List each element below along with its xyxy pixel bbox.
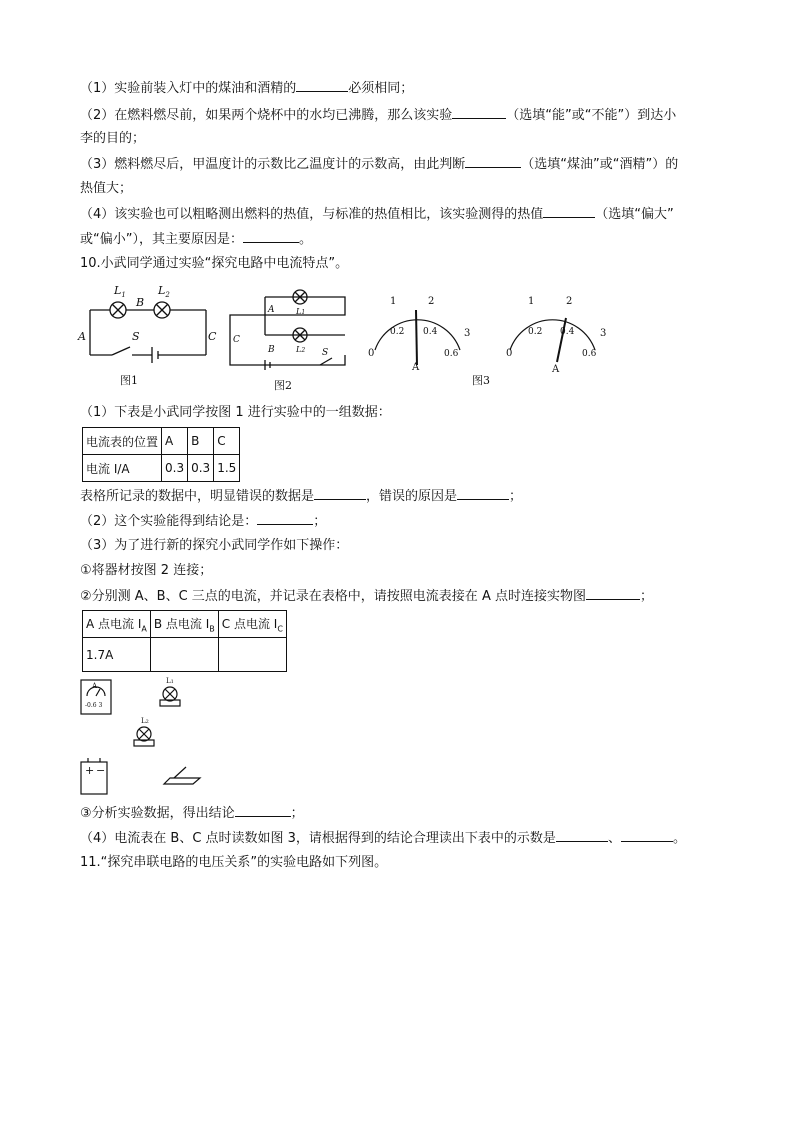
svg-text:A: A: [92, 682, 98, 690]
q10-s3b: ②分别测 A、B、C 三点的电流，并记录在表格中，请按照电流表接在 A 点时连接实物图 ；: [80, 589, 653, 604]
q9-part4-cont: 或“偏小”），其主要原因是： 。: [80, 232, 312, 247]
svg-text:0: 0: [368, 348, 375, 359]
svg-text:0.6: 0.6: [444, 349, 459, 359]
svg-text:B: B: [268, 345, 275, 355]
figure-1-circuit: [90, 302, 206, 363]
answer-blank[interactable]: [556, 829, 608, 842]
svg-text:3: 3: [464, 328, 471, 339]
q10-s3c: ③分析实验数据，得出结论 ；: [80, 806, 304, 821]
svg-text:0.4: 0.4: [423, 327, 438, 337]
svg-text:3: 3: [600, 328, 607, 339]
meter-2-scale: [510, 320, 595, 350]
svg-text:图1: 图1: [120, 374, 138, 387]
svg-text:L1: L1: [166, 677, 174, 685]
data-table-1: 电流表的位置 A B C 电流 I/A 0.3 0.3 1.5: [82, 427, 240, 482]
svg-text:A: A: [268, 305, 275, 315]
svg-text:C: C: [208, 330, 217, 343]
answer-blank[interactable]: [621, 829, 673, 842]
answer-blank[interactable]: [314, 487, 366, 500]
svg-text:S: S: [132, 330, 140, 343]
svg-text:A: A: [412, 362, 420, 373]
figure-2-circuit: [230, 290, 345, 370]
answer-blank[interactable]: [235, 804, 291, 817]
switch-icon: [112, 347, 130, 355]
answer-blank[interactable]: [457, 487, 509, 500]
q9-part3-cont: 热值大；: [80, 181, 133, 196]
answer-blank[interactable]: [296, 79, 348, 92]
svg-text:图2: 图2: [274, 379, 292, 392]
svg-text:A: A: [552, 364, 560, 375]
q9-part2: （2）在燃料燃尽前，如果两个烧杯中的水均已沸腾，那么该实验 （选填“能”或“不能”）到达小: [80, 108, 677, 123]
svg-text:2: 2: [428, 296, 435, 307]
svg-text:0: 0: [506, 348, 513, 359]
svg-text:+: +: [85, 764, 95, 777]
answer-blank[interactable]: [452, 106, 506, 119]
q10-s2: （2）这个实验能得到结论是： ；: [80, 514, 327, 529]
answer-blank[interactable]: [465, 155, 521, 168]
svg-text:B: B: [136, 296, 145, 309]
q11-title: 11.“探究串联电路的电压关系”的实验电路如下列图。: [80, 855, 388, 870]
svg-text:L2: L2: [296, 345, 306, 354]
svg-text:图3: 图3: [472, 374, 490, 387]
bulb-l2-device-icon: [134, 727, 154, 746]
bulb-l1-device-icon: [160, 687, 180, 706]
svg-text:1: 1: [528, 296, 535, 307]
svg-text:0.2: 0.2: [390, 327, 405, 337]
svg-text:A: A: [78, 330, 86, 343]
svg-text:C: C: [233, 335, 240, 345]
q10-title: 10.小武同学通过实验“探究电路中电流特点”。: [80, 256, 349, 271]
answer-blank[interactable]: [543, 205, 595, 218]
switch-device-icon: [164, 767, 200, 784]
q9-part3: （3）燃料燃尽后，甲温度计的示数比乙温度计的示数高，由此判断 （选填“煤油”或“酒精”）的: [80, 157, 679, 172]
svg-text:L2: L2: [141, 717, 149, 725]
svg-text:L1: L1: [296, 307, 306, 316]
answer-blank[interactable]: [257, 512, 313, 525]
svg-text:S: S: [322, 348, 329, 358]
q9-part4: （4）该实验也可以粗略测出燃料的热值，与标准的热值相比，该实验测得的热值 （选填“偏大”: [80, 207, 674, 222]
physical-components: [78, 674, 218, 799]
data-table-2: A 点电流 $I_A$ B 点电流 $I_B$ C 点电流 $I_C$ 1.7A: [82, 610, 287, 672]
svg-text:2: 2: [566, 296, 573, 307]
answer-blank[interactable]: [243, 230, 299, 243]
q10-s1: （1）下表是小武同学按图 1 进行实验中的一组数据：: [80, 405, 391, 420]
q10-s4: （4）电流表在 B、C 点时读数如图 3，请根据得到的结论合理读出下表中的示数是 、 。: [80, 831, 686, 846]
svg-text:0.6: 0.6: [582, 349, 597, 359]
svg-text:L1: $L_1$: [114, 284, 126, 299]
svg-text:-0.6 3: -0.6 3: [85, 702, 103, 709]
q10-s1b: 表格所记录的数据中，明显错误的数据是 ，错误的原因是 ；: [80, 489, 523, 504]
meter-1-needle: [416, 310, 417, 365]
circuit-figures: [70, 280, 650, 395]
svg-text:0.2: 0.2: [528, 327, 543, 337]
svg-text:0.4: 0.4: [560, 327, 575, 337]
meter-2-needle: [557, 318, 566, 362]
q9-part2-cont: 李的目的；: [80, 131, 146, 146]
q10-s3a: ①将器材按图 2 连接；: [80, 563, 213, 578]
svg-text:L2: $L_2$: [158, 284, 170, 299]
q10-s3: （3）为了进行新的探究小武同学作如下操作：: [80, 538, 349, 553]
svg-text:1: 1: [390, 296, 397, 307]
q9-part1: （1）实验前装入灯中的煤油和酒精的 必须相同；: [80, 81, 414, 96]
svg-text:−: −: [96, 764, 106, 777]
answer-blank[interactable]: [586, 587, 640, 600]
